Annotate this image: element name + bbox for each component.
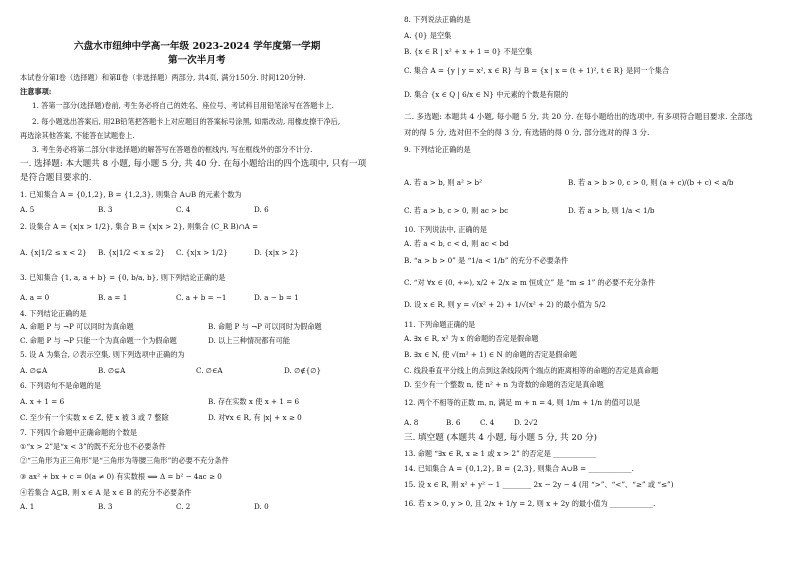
q3-option-a: A. a = 0	[20, 293, 50, 302]
q7-option-c: C. 2	[176, 502, 191, 511]
section-2-heading-cont: 对的得 5 分, 选对但不全的得 3 分, 有选错的得 0 分, 部分选对的得 3 分.	[404, 128, 650, 137]
q12-option-c: C. 4	[480, 418, 495, 427]
note-1: 1. 答第一部分(选择题)卷前, 考生务必将自己的姓名、座位号、考试科目用铅笔涂写在答题卡上.	[32, 101, 334, 110]
question-11: 11. 下列命题正确的是	[404, 320, 476, 329]
section-1-heading-cont: 是符合题目要求的.	[20, 173, 92, 183]
section-2-heading: 二. 多选题: 本题共 4 小题, 每小题 5 分, 共 20 分. 在每小题给出的选项中, 有多项符合题目要求. 全部选	[404, 112, 753, 121]
exam-title: 六盘水市纽绅中学高一年级 2023-2024 学年度第一学期	[74, 41, 321, 52]
note-3: 3. 考生务必将第二部分(非选择题)的解答写在答题卷的框线内, 写在框线外的部分不计分.	[32, 145, 313, 154]
q11-option-b: B. ∃x ∈ N, 使 √(m² + 1) ∈ N 的命题的否定是假命题	[404, 350, 577, 359]
q4-option-a: A. 命题 P 与 ¬P 可以同时为真命题	[20, 322, 134, 331]
q5-option-d: D. ∅∉{∅}	[284, 366, 322, 375]
q6-option-d: D. 对∀x ∈ R, 有 |x| + x ≥ 0	[208, 413, 302, 422]
q7-statement-2: ②“三角形为正三角形”是“三角形为等腰三角形”的必要不充分条件	[20, 456, 229, 465]
notes-title: 注意事项:	[20, 87, 52, 96]
question-14: 14. 已知集合 A = {0,1,2}, B = {2,3}, 则集合 A∪B = ____________.	[404, 464, 634, 473]
q12-option-d: D. 2√2	[514, 418, 538, 427]
q6-option-c: C. 至少有一个实数 x ∈ Z, 使 x 被 3 或 7 整除	[20, 413, 169, 422]
question-13: 13. 命题 “∃x ∈ R, x ≥ 1 或 x > 2” 的否定是 ____________	[404, 449, 597, 458]
q3-option-c: C. a + b = −1	[176, 293, 227, 302]
q11-option-d: D. 至少有一个整数 n, 使 n² + n 为奇数的命题的否定是真命题	[404, 380, 604, 389]
q7-option-b: B. 3	[98, 502, 113, 511]
q1-option-d: D. 6	[254, 205, 269, 214]
q8-option-b: B. {x ∈ R | x² + x + 1 = 0} 不是空集	[404, 47, 533, 56]
question-5: 5. 设 A 为集合, ∅表示空集, 则下列选项中正确的为	[20, 350, 185, 359]
q8-option-a: A. {0} 是空集	[404, 31, 452, 40]
q9-option-a: A. 若 a > b, 则 a² > b²	[404, 178, 482, 187]
q11-option-a: A. ∃x ∈ R, x² 为 x 的命题的否定是假命题	[404, 334, 539, 343]
q1-option-b: B. 3	[98, 205, 113, 214]
q6-option-b: B. 存在实数 x 使 x + 1 = 6	[208, 397, 300, 406]
q10-option-d: D. 设 x ∈ R, 则 y = √(x² + 2) + 1/√(x² + 2) 的最小值为 5/2	[404, 300, 606, 309]
section-3-heading: 三. 填空题 (本题共 4 小题, 每小题 5 分, 共 20 分)	[404, 433, 597, 443]
q7-option-a: A. 1	[20, 502, 35, 511]
q2-option-c: C. {x|x > 1/2}	[176, 248, 228, 257]
q7-statement-4: ④若集合 A⊆B, 则 x ∈ A 是 x ∈ B 的充分不必要条件	[20, 488, 192, 497]
q2-option-b: B. {x|1/2 < x ≤ 2}	[98, 248, 165, 257]
q1-option-c: C. 4	[176, 205, 191, 214]
q3-option-d: D. a − b = 1	[254, 293, 299, 302]
q2-option-d: D. {x|x > 2}	[254, 248, 299, 257]
question-4: 4. 下列结论正确的是	[20, 309, 87, 318]
question-2: 2. 设集合 A = {x|x > 1/2}, 集合 B = {x|x > 2}, 则集合 (C_R B)∩A =	[20, 222, 259, 231]
exam-intro: 本试卷分第Ⅰ卷（选择题）和第Ⅱ卷（非选择题）两部分, 共4页, 满分150分. 时间120分钟.	[20, 73, 306, 82]
q7-option-d: D. 0	[254, 502, 269, 511]
question-6: 6. 下列语句不是命题的是	[20, 381, 102, 390]
question-8: 8. 下列说法正确的是	[404, 15, 471, 24]
q11-option-c: C. 线段垂直平分线上的点到这条线段两个端点的距离相等的命题的否定是真命题	[404, 366, 659, 375]
q4-option-c: C. 命题 P 与 ¬P 只能一个为真命题一个为假命题	[20, 336, 177, 345]
q10-option-c: C. “对 ∀x ∈ (0, +∞), x/2 + 2/x ≥ m 恒成立” 是 “m ≤ 1” 的必要不充分条件	[404, 278, 656, 287]
q9-option-b: B. 若 a > b > 0, c > 0, 则 (a + c)/(b + c) < a/b	[568, 178, 734, 187]
question-15: 15. 设 x ∈ R, 则 x² + y² − 1 ________ 2x − 2y − 4 (用 “>”、“<”、“≥” 或 “≤”)	[404, 480, 674, 489]
q10-option-b: B. “a > b > 0” 是 “1/a < 1/b” 的充分不必要条件	[404, 256, 569, 265]
question-3: 3. 已知集合 {1, a, a + b} = {0, b/a, b}, 则下列结论正确的是	[20, 273, 226, 282]
q3-option-b: B. a = 1	[98, 293, 128, 302]
q10-option-a: A. 若 a < b, c < d, 则 ac < bd	[404, 239, 509, 248]
q4-option-d: D. 以上三种情况都有可能	[208, 336, 290, 345]
q7-statement-1: ①“x > 2”是“x < 3”的既不充分也不必要条件	[20, 442, 166, 451]
note-2a: 2. 每小题选出答案后, 用2B铅笔把答题卡上对应题目的答案标号涂黑, 如需改动, 用橡皮擦干净后,	[32, 117, 341, 126]
exam-subtitle: 第一次半月考	[168, 55, 226, 66]
section-1-heading: 一. 选择题: 本大题共 8 小题, 每小题 5 分, 共 40 分. 在每小题给出的四个选项中, 只有一项	[20, 159, 367, 169]
q5-option-c: C. ∅∈A	[196, 366, 223, 375]
q7-statement-3: ③ ax² + bx + c = 0(a ≠ 0) 有实数根 ⟺ Δ = b² − 4ac ≥ 0	[20, 472, 222, 481]
q8-option-c: C. 集合 A = {y | y = x², x ∈ R} 与 B = {x | x = (t + 1)², t ∈ R} 是同一个集合	[404, 66, 670, 75]
q9-option-d: D. 若 a > b, 则 1/a < 1/b	[568, 206, 655, 215]
question-10: 10. 下列说法中, 正确的是	[404, 225, 487, 234]
question-9: 9. 下列结论正确的是	[404, 145, 471, 154]
q8-option-d: D. 集合 {x ∈ Q | 6/x ∈ N} 中元素的个数是有限的	[404, 90, 569, 99]
q5-option-b: B. ∅⊊A	[98, 366, 126, 375]
q12-option-b: B. 6	[446, 418, 461, 427]
q1-option-a: A. 5	[20, 205, 35, 214]
q9-option-c: C. 若 a > b, c > 0, 则 ac > bc	[404, 206, 509, 215]
q5-option-a: A. ∅⊊A	[20, 366, 48, 375]
q2-option-a: A. {x|1/2 ≤ x < 2}	[20, 248, 87, 257]
question-7: 7. 下列四个命题中正确命题的个数是	[20, 428, 137, 437]
q6-option-a: A. x + 1 = 6	[20, 397, 65, 406]
question-12: 12. 两个不相等的正数 m, n, 满足 m + n = 4, 则 1/m + 1/n 的值可以是	[404, 398, 641, 407]
q4-option-b: B. 命题 P 与 ¬P 可以同时为假命题	[208, 322, 322, 331]
q12-option-a: A. 8	[404, 418, 419, 427]
question-1: 1. 已知集合 A = {0,1,2}, B = {1,2,3}, 则集合 A∪B 的元素个数为	[20, 190, 242, 199]
note-2b: 再选涂其他答案, 不能答在试题卷上.	[20, 131, 135, 140]
question-16: 16. 若 x > 0, y > 0, 且 2/x + 1/y = 2, 则 x + 2y 的最小值为 ____________.	[404, 499, 656, 508]
